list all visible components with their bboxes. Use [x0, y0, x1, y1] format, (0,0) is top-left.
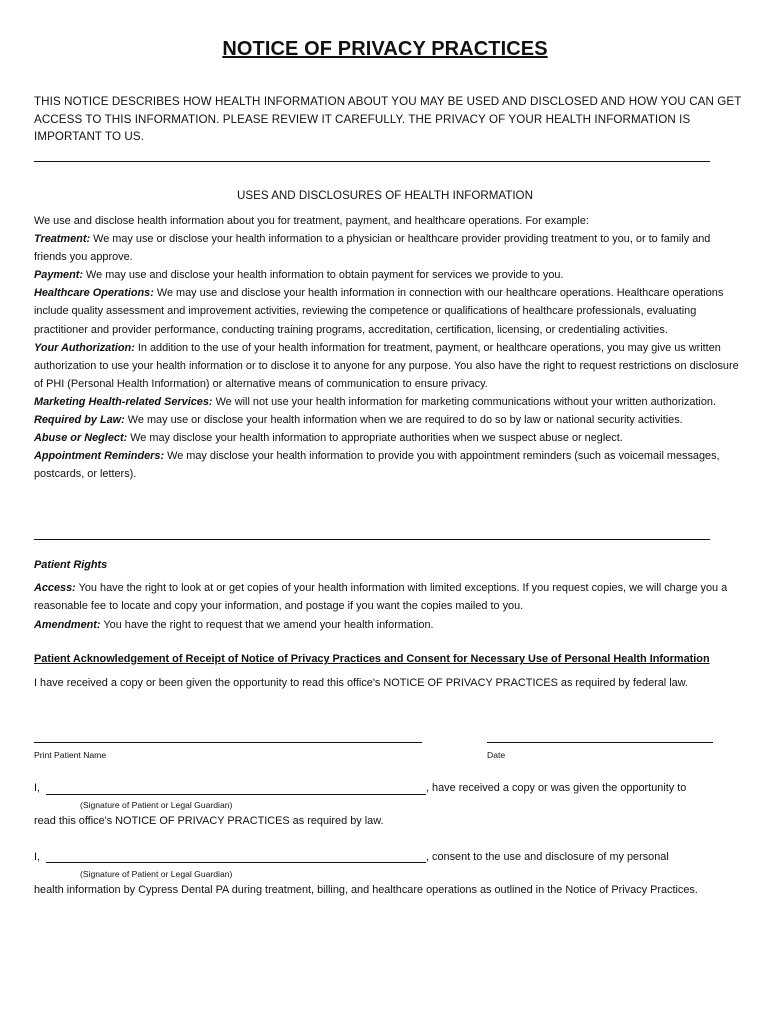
- item-label: Healthcare Operations:: [34, 287, 154, 300]
- uses-item-marketing: [34, 393, 746, 411]
- uses-item-authorization: [34, 339, 746, 393]
- sig1-caption: (Signature of Patient or Legal Guardian): [80, 800, 233, 810]
- uses-item-required-by-law: [34, 411, 746, 429]
- item-label: Abuse or Neglect:: [34, 432, 128, 445]
- item-text: We may disclose your health information to provide you with appointment reminders (such as voicemail messages, postcards, or letters).: [34, 450, 720, 481]
- uses-item-appointment-reminders: [34, 447, 746, 483]
- print-name-label: Print Patient Name: [34, 750, 107, 760]
- uses-item-treatment: [34, 230, 746, 266]
- rights-item-access: [34, 579, 746, 616]
- rights-section: [34, 556, 746, 634]
- signature-field-1[interactable]: [46, 794, 426, 795]
- item-text: We may use and disclose your health information in connection with our healthcare operations. Healthcare operations include quality assessment and improvement activities, reviewing the competence or qualifications of healthcare professionals, evaluating practitioner and provider performance, conducting training programs, accreditation, certification, licensing, or credentialing activities.: [34, 287, 724, 336]
- item-text: We may use or disclose your health information when we are required to do so by law or national security activities.: [124, 414, 683, 427]
- uses-section: [34, 212, 746, 483]
- item-text: In addition to the use of your health information for treatment, payment, or healthcare operations, you may give us written authorization to use your health information or to disclose it to anyone for any purpose. You also have the right to request restrictions on disclosure of PHI (Personal Health Information) or alternative means of communication to ensure privacy.: [34, 341, 739, 390]
- rights-heading: Patient Rights: [34, 559, 108, 571]
- uses-heading: USES AND DISCLOSURES OF HEALTH INFORMATION: [237, 189, 533, 202]
- sig1-continuation: read this office's NOTICE OF PRIVACY PRACTICES as required by law.: [34, 815, 384, 827]
- uses-item-healthcare-operations: [34, 284, 746, 338]
- sig1-prefix: I,: [34, 782, 41, 794]
- item-text: You have the right to look at or get copies of your health information with limited exceptions. If you request copies, we will charge you a reasonable fee to locate and copy your information, and postage if you want the copies mailed to you.: [34, 581, 728, 612]
- item-label: Your Authorization:: [34, 341, 135, 354]
- date-label: Date: [487, 750, 506, 760]
- uses-item-abuse-neglect: [34, 429, 746, 447]
- item-label: Access:: [34, 581, 76, 594]
- item-label: Appointment Reminders:: [34, 450, 165, 463]
- item-label: Required by Law:: [34, 414, 125, 427]
- item-text: We may use and disclose your health information to obtain payment for services we provide to you.: [83, 269, 564, 282]
- item-text: We may disclose your health information to appropriate authorities when we suspect abuse or neglect.: [127, 432, 623, 445]
- uses-intro: We use and disclose health information about you for treatment, payment, and healthcare operations. For example:: [34, 215, 589, 227]
- divider-rule: [34, 539, 710, 540]
- intro-paragraph: THIS NOTICE DESCRIBES HOW HEALTH INFORMATION ABOUT YOU MAY BE USED AND DISCLOSED AND HOW YOU CAN GET ACCESS TO THIS INFORMATION. PLEASE REVIEW IT CAREFULLY. THE PRIVACY OF YOUR HEALTH INFORMATION IS IMPORTANT TO US.: [34, 95, 742, 143]
- item-label: Amendment:: [34, 618, 101, 631]
- item-label: Payment:: [34, 269, 84, 282]
- sig2-suffix: , consent to the use and disclosure of my personal: [426, 851, 669, 863]
- sig2-continuation: health information by Cypress Dental PA during treatment, billing, and healthcare operations as outlined in the Notice of Privacy Practices.: [34, 884, 698, 896]
- item-label: Treatment:: [34, 233, 91, 246]
- date-field[interactable]: [487, 742, 713, 743]
- item-text: We may use or disclose your health information to a physician or healthcare provider providing treatment to you, or to family and friends you approve.: [34, 233, 711, 264]
- page-title: NOTICE OF PRIVACY PRACTICES: [222, 38, 548, 60]
- print-name-field[interactable]: [34, 742, 422, 743]
- sig2-prefix: I,: [34, 851, 41, 863]
- signature-field-2[interactable]: [46, 862, 426, 863]
- sig1-suffix: , have received a copy or was given the opportunity to: [426, 782, 687, 794]
- rights-item-amendment: [34, 616, 746, 635]
- acknowledgement-text: I have received a copy or been given the opportunity to read this office's NOTICE OF PRIVACY PRACTICES as required by federal law.: [34, 677, 689, 689]
- item-text: You have the right to request that we amend your health information.: [100, 618, 434, 631]
- item-label: Marketing Health-related Services:: [34, 395, 213, 408]
- sig2-caption: (Signature of Patient or Legal Guardian): [80, 869, 233, 879]
- acknowledgement-heading: Patient Acknowledgement of Receipt of Notice of Privacy Practices and Consent for Necessary Use of Personal Health Information: [34, 653, 710, 665]
- divider-rule: [34, 161, 710, 162]
- item-text: We will not use your health information for marketing communications without your written authorization.: [212, 395, 716, 408]
- uses-item-payment: [34, 266, 746, 284]
